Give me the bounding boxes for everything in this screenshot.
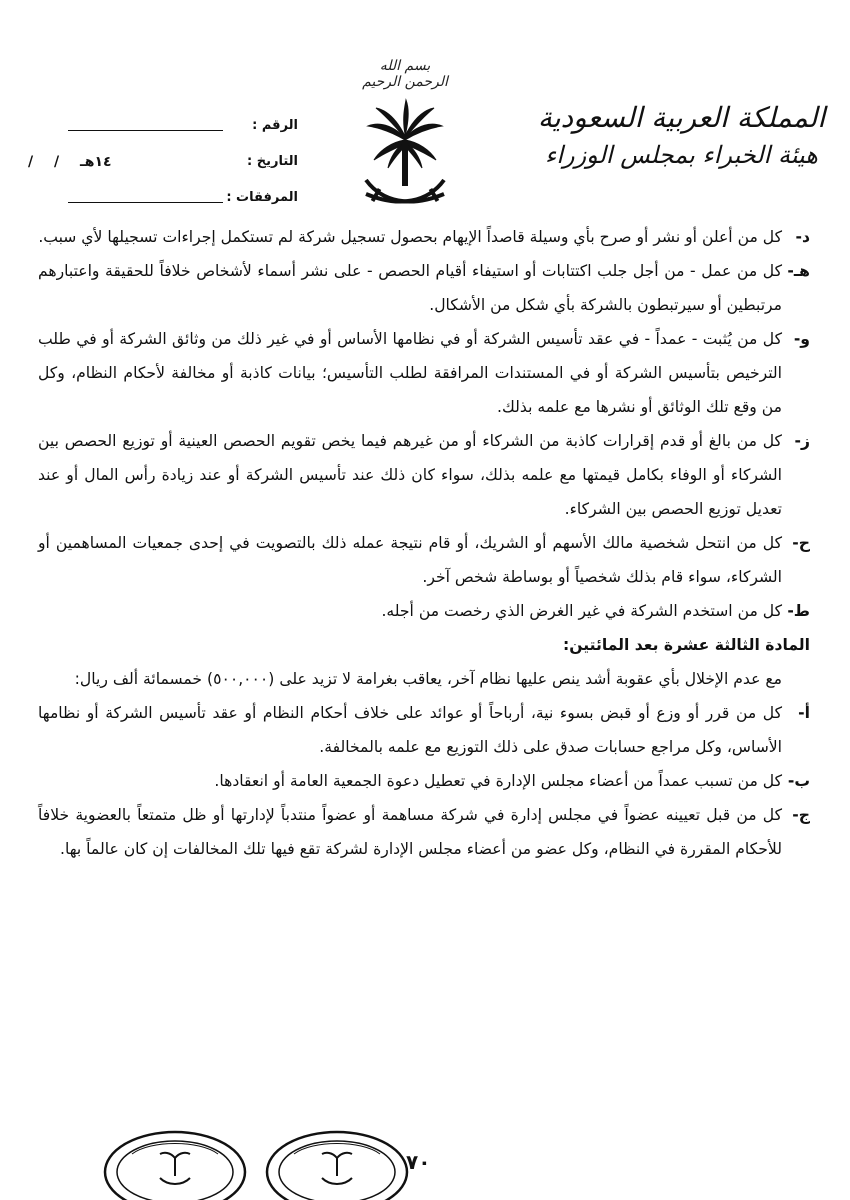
item-text: كل من قبل تعيينه عضواً في مجلس إدارة في شركة مساهمة أو عضواً منتدباً لإدارتها أو ظل متمتعاً بالعضوية خلافاً للأحكام المقررة في النظام، وكل عضو من أعضاء مجلس الإدارة لشركة تقع فيها تلك المخالفات إن كان عالماً بها.	[38, 806, 782, 858]
authority-name: هيئة الخبراء بمجلس الوزراء	[545, 141, 818, 169]
item-letter: د-	[795, 228, 810, 246]
list-item	[38, 424, 810, 526]
item-letter: ز-	[794, 432, 810, 450]
item-letter: ج-	[792, 806, 810, 824]
list-item	[38, 254, 810, 322]
seal-stamp-icon	[100, 1128, 250, 1200]
item-text: كل من عمل - من أجل جلب اكتتابات أو استيفاء أقيام الحصص - على نشر أسماء لأشخاص خلافاً للحقيقة واعتبارهم مرتبطين أو سيرتبطون بالشركة بأي شكل من الأشكال.	[38, 262, 782, 314]
palm-swords-emblem-icon	[362, 98, 448, 224]
kingdom-name: المملكة العربية السعودية	[537, 101, 826, 134]
item-text: كل من أعلن أو نشر أو صرح بأي وسيلة قاصداً الإيهام بحصول تسجيل شركة لم تستكمل إجراءات تسجيلها لأي سبب.	[38, 228, 782, 246]
list-item	[38, 764, 810, 798]
item-text: كل من قرر أو وزع أو قبض بسوء نية، أرباحاً أو عوائد على خلاف أحكام النظام أو عقد تأسيس الشركة أو نظامها الأساس، وكل مراجع حسابات صدق على ذلك التوزيع مع علمه بالمخالفة.	[38, 704, 782, 756]
list-item	[38, 594, 810, 628]
list-item	[38, 798, 810, 866]
list-item	[38, 526, 810, 594]
item-letter: أ-	[798, 704, 810, 722]
attachments-row	[28, 184, 298, 220]
attachments-label: المرفقات :	[226, 190, 298, 205]
date-value: / / ١٤هـ	[28, 154, 112, 170]
page-number: ٧٠	[406, 1150, 431, 1174]
article-heading: المادة الثالثة عشرة بعد المائتين:	[563, 636, 810, 654]
reference-label: الرقم :	[252, 118, 298, 133]
letterhead-kingdom	[529, 98, 834, 172]
basmala: بسم الله الرحمن الرحيم	[362, 58, 448, 90]
reference-blank-line	[68, 130, 223, 131]
item-text: كل من بالغ أو قدم إقرارات كاذبة من الشركاء أو من غيرهم فيما يخص تقويم الحصص العينية أو توزيع الحصص بين الشركاء أو الوفاء بكامل قيمتها مع علمه بذلك، سواء كان ذلك عند تأسيس الشركة أو عند زيادة رأس المال أو عند تعديل توزيع الحصص بين الشركاء.	[38, 432, 782, 518]
list-item	[38, 322, 810, 424]
item-letter: ط-	[787, 602, 810, 620]
item-text: كل من استخدم الشركة في غير الغرض الذي رخصت من أجله.	[381, 602, 782, 620]
reference-block	[28, 112, 298, 220]
item-text: كل من يُثبت - عمداً - في عقد تأسيس الشركة أو في نظامها الأساس أو في غير ذلك من وثائق الشركة أو في طلب الترخيص بتأسيس الشركة أو في المستندات المرافقة لطلب التأسيس؛ بيانات كاذبة أو مخالفة لأحكام النظام، وكل من وقع تلك الوثائق أو نشرها مع علمه بذلك.	[38, 330, 782, 416]
document-body	[38, 220, 810, 866]
item-letter: ح-	[792, 534, 810, 552]
reference-row	[28, 112, 298, 148]
item-letter: هـ-	[787, 262, 810, 280]
date-label: التاريخ :	[247, 154, 298, 169]
list-item	[38, 220, 810, 254]
date-row	[28, 148, 298, 184]
item-letter: و-	[793, 330, 810, 348]
list-item	[38, 696, 810, 764]
item-text: كل من انتحل شخصية مالك الأسهم أو الشريك، أو قام نتيجة عمله ذلك بالتصويت في إحدى جمعيات المساهمين أو الشركاء، سواء قام بذلك شخصياً أو بوساطة شخص آخر.	[38, 534, 782, 586]
article-intro: مع عدم الإخلال بأي عقوبة أشد ينص عليها نظام آخر، يعاقب بغرامة لا تزيد على (٥٠٠,٠٠٠) خمسمائة ألف ريال:	[74, 670, 782, 688]
seal-stamp-icon	[262, 1128, 412, 1200]
item-text: كل من تسبب عمداً من أعضاء مجلس الإدارة في تعطيل دعوة الجمعية العامة أو انعقادها.	[214, 772, 782, 790]
attachments-blank-line	[68, 202, 223, 203]
item-letter: ب-	[787, 772, 810, 790]
